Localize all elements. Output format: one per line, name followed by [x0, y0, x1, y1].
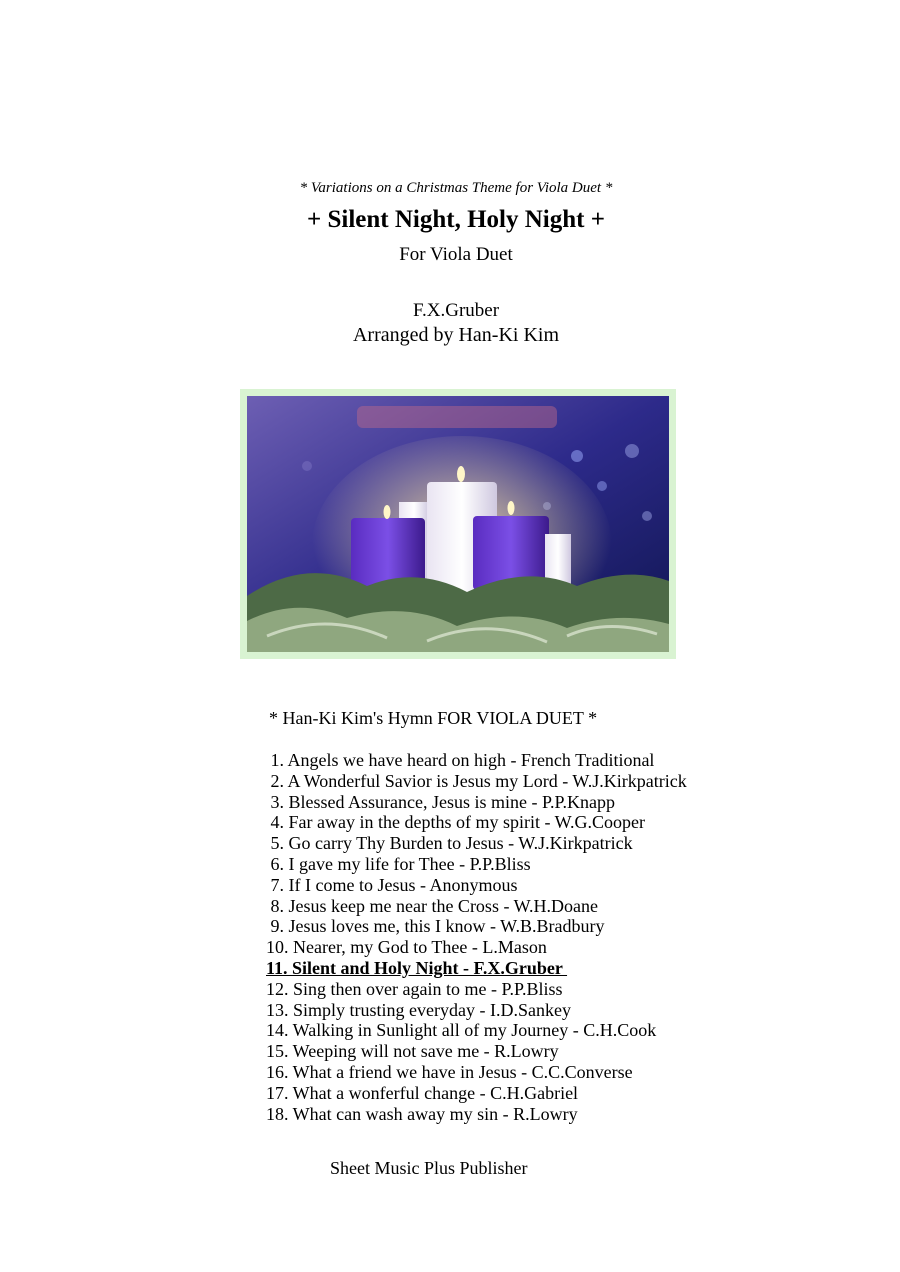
hymn-list-item: 18. What can wash away my sin - R.Lowry [266, 1103, 578, 1124]
hymn-list-heading: * Han-Ki Kim's Hymn FOR VIOLA DUET * [269, 708, 598, 728]
hymn-list-item: 8. Jesus keep me near the Cross - W.H.Doane [266, 895, 598, 916]
publisher-name: Sheet Music Plus Publisher [330, 1158, 528, 1178]
page-title: + Silent Night, Holy Night + [307, 206, 605, 233]
hymn-list-item: 2. A Wonderful Savior is Jesus my Lord - W.J.Kirkpatrick [266, 770, 687, 791]
hymn-list-item: 6. I gave my life for Thee - P.P.Bliss [266, 853, 531, 874]
hymn-list-item: 15. Weeping will not save me - R.Lowry [266, 1041, 559, 1062]
composer-name: F.X.Gruber [412, 300, 500, 321]
arranger-credit: Arranged by Han-Ki Kim [352, 324, 560, 346]
advent-candles-photo [247, 396, 669, 652]
hymn-list-item: 13. Simply trusting everyday - I.D.Sankey [266, 999, 571, 1020]
hymn-list-item: 14. Walking in Sunlight all of my Journey - C.H.Cook [266, 1020, 657, 1041]
hymn-list-item: 11. Silent and Holy Night - F.X.Gruber [266, 957, 568, 978]
cover-subtitle: * Variations on a Christmas Theme for Viola Duet * [299, 180, 613, 196]
hymn-list-item: 3. Blessed Assurance, Jesus is mine - P.P.Knapp [266, 791, 615, 812]
hymn-list-item: 16. What a friend we have in Jesus - C.C.Converse [266, 1061, 633, 1082]
hymn-list-item: 17. What a wonferful change - C.H.Gabriel [266, 1082, 579, 1103]
hymn-list [266, 750, 687, 1124]
instrumentation-text: For Viola Duet [399, 244, 513, 265]
hymn-list-item: 5. Go carry Thy Burden to Jesus - W.J.Kirkpatrick [266, 833, 633, 854]
hymn-list-item: 7. If I come to Jesus - Anonymous [266, 874, 518, 895]
hymn-list-item: 9. Jesus loves me, this I know - W.B.Bradbury [266, 916, 605, 937]
hymn-list-item: 12. Sing then over again to me - P.P.Bliss [266, 978, 563, 999]
hymn-list-item: 10. Nearer, my God to Thee - L.Mason [266, 937, 547, 958]
cover-image-frame [240, 389, 676, 659]
hymn-list-item: 1. Angels we have heard on high - French Traditional [266, 750, 655, 770]
hymn-list-item: 4. Far away in the depths of my spirit - W.G.Cooper [266, 812, 645, 833]
